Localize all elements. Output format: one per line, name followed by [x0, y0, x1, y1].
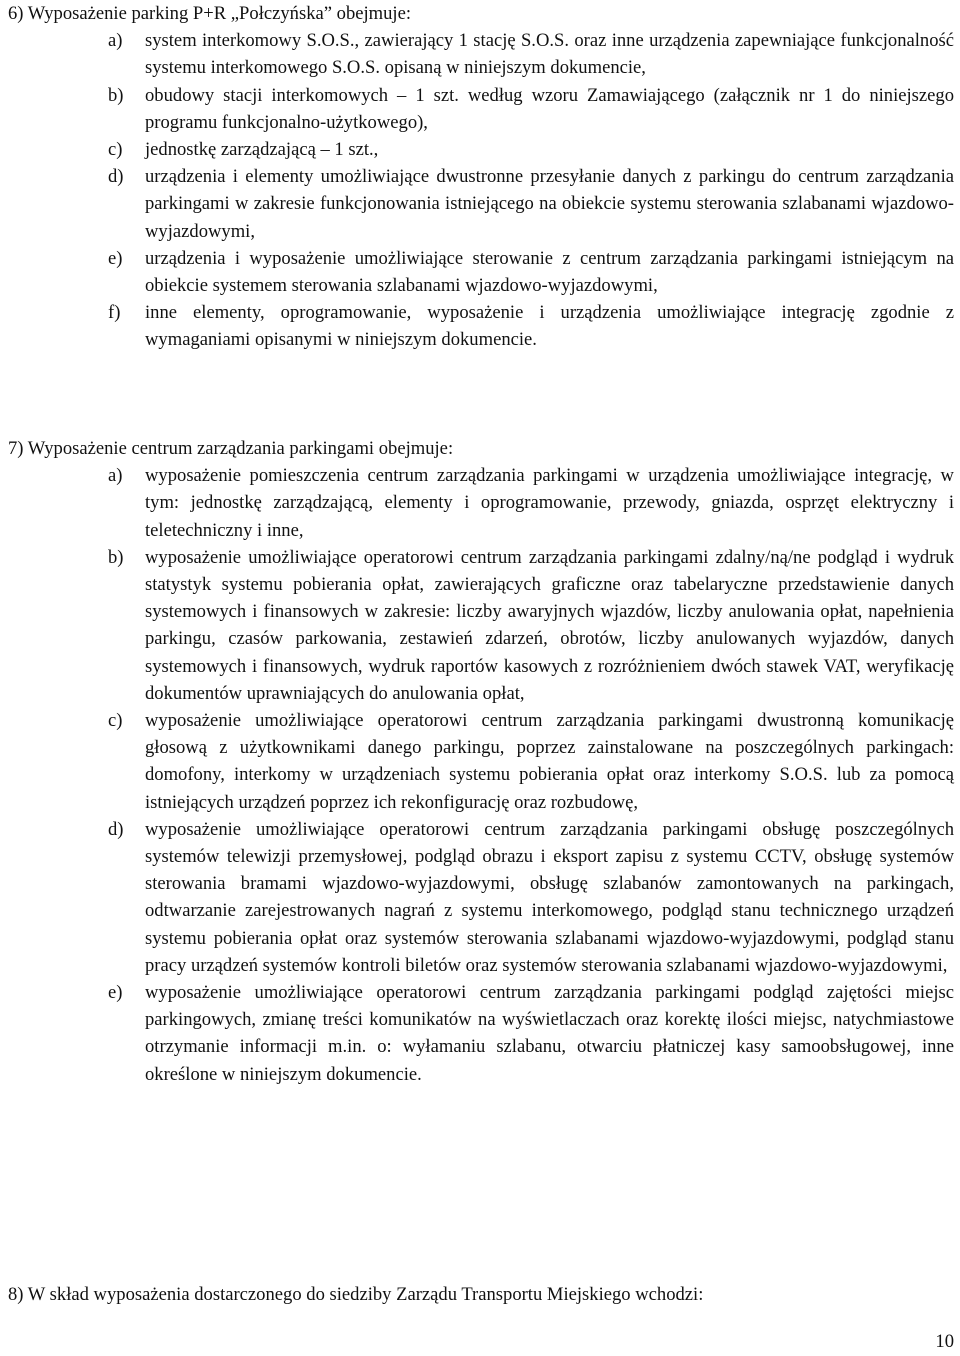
- list-item: [8, 979, 954, 1088]
- list-item-text: wyposażenie umożliwiające operatorowi centrum zarządzania parkingami obsługę poszczególnych systemów telewizji przemysłowej, podgląd obrazu i eksport zapisu z systemu CCTV, obsługę systemów sterowania bramami wjazdowo-wyjazdowymi, obsługę szlabanów zamontowanych na parkingach, odtwarzanie zarejestrowanych nagrań z systemu interkomowego, podgląd stanu technicznego urządzeń systemu pobierania opłat oraz systemów sterowania szlabanami wjazdowo-wyjazdowymi, podgląd stanu pracy urządzeń systemów kontroli biletów oraz systemów sterowania szlabanami wjazdowo-wyjazdowymi,: [145, 818, 954, 976]
- list-item-marker: b): [108, 84, 124, 106]
- list-item-text: urządzenia i elementy umożliwiające dwustronne przesyłanie danych z parkingu do centrum zarządzania parkingami w zakresie funkcjonowania istniejącego na obiekcie systemu sterowania szlabanami wjazdowo-wyjazdowymi,: [145, 166, 954, 242]
- list-item-text: obudowy stacji interkomowych – 1 szt. według wzoru Zamawiającego (załącznik nr 1 do niniejszego programu funkcjonalno-użytkowego),: [145, 84, 954, 133]
- list-item-marker: e): [108, 247, 123, 269]
- section-7-list: [8, 462, 954, 1088]
- list-item: [8, 245, 954, 299]
- list-item: [8, 27, 954, 81]
- list-item: [8, 136, 954, 163]
- section-7: [8, 435, 954, 1088]
- list-item-text: urządzenia i wyposażenie umożliwiające sterowanie z centrum zarządzania parkingami istniejącym na obiekcie systemem sterowania szlabanami wjazdowo-wyjazdowymi,: [145, 247, 954, 297]
- list-item-marker: d): [108, 818, 124, 840]
- list-item-text: wyposażenie umożliwiające operatorowi centrum zarządzania parkingami zdalny/ną/ne podgląd i wydruk statystyk systemu pobierania opłat, zawierających graficzne oraz tabelaryczne przedstawienie danych systemowych i finansowych w zakresie: liczby awaryjnych wjazdów, liczby anulowania opłat, napełnienia parkingu, czasów parkowania, zestawień zdarzeń, obrotów, liczby anulowanych wyjazdów, danych systemowych i finansowych, wydruk raportów kasowych z rozróżnieniem dwóch stawek VAT, weryfikację dokumentów uprawniających do anulowania opłat,: [145, 546, 954, 704]
- page-number: 10: [935, 1331, 954, 1352]
- list-item-marker: c): [108, 710, 123, 732]
- list-item-marker: f): [108, 302, 121, 324]
- list-item-marker: a): [108, 30, 123, 52]
- list-item-text: wyposażenie umożliwiające operatorowi centrum zarządzania parkingami podgląd zajętości miejsc parkingowych, zmianę treści komunikatów na wyświetlaczach oraz korektę ilości miejsc, natychmiastowe otrzymanie informacji m.in. o: wyłamaniu szlabanu, otwarciu płatniczej kasy samoobsługowej, inne określone w niniejszym dokumencie.: [145, 982, 954, 1085]
- section-6: [8, 0, 954, 354]
- list-item-marker: e): [108, 982, 123, 1004]
- list-item-marker: c): [108, 139, 123, 161]
- section-8-heading: 8) W skład wyposażenia dostarczonego do siedziby Zarządu Transportu Miejskiego wchodzi:: [8, 1284, 704, 1305]
- list-item: [8, 462, 954, 544]
- list-item-text: system interkomowy S.O.S., zawierający 1 stację S.O.S. oraz inne urządzenia zapewniające funkcjonalność systemu interkomowego S.O.S. opisaną w niniejszym dokumencie,: [145, 30, 954, 79]
- list-item-marker: a): [108, 465, 123, 487]
- list-item-marker: d): [108, 166, 124, 188]
- section-8: [8, 1281, 954, 1308]
- list-item-text: wyposażenie pomieszczenia centrum zarządzania parkingami w urządzenia umożliwiające integrację, w tym: jednostkę zarządzającą, elementy i oprogramowanie, przewody, gniazda, osprzęt elektryczny i teletechniczny i inne,: [145, 465, 954, 541]
- list-item: [8, 163, 954, 245]
- list-item: [8, 544, 954, 707]
- list-item: [8, 299, 954, 353]
- list-item: [8, 82, 954, 136]
- section-6-list: [8, 27, 954, 353]
- list-item: [8, 707, 954, 816]
- section-6-heading: 6) Wyposażenie parking P+R „Połczyńska” obejmuje:: [8, 3, 412, 24]
- list-item-text: wyposażenie umożliwiające operatorowi centrum zarządzania parkingami dwustronną komunikację głosową z użytkownikami danego parkingu, poprzez zainstalowane na poszczególnych parkingach: domofony, interkomy w urządzeniach systemu pobierania opłat oraz interkomy S.O.S. lub za pomocą istniejących urządzeń poprzez ich rekonfigurację oraz rozbudowę,: [145, 710, 954, 813]
- list-item-text: jednostkę zarządzającą – 1 szt.,: [145, 139, 379, 161]
- list-item-text: inne elementy, oprogramowanie, wyposażenie i urządzenia umożliwiające integrację zgodnie z wymaganiami opisanymi w niniejszym dokumencie.: [145, 302, 954, 351]
- list-item-marker: b): [108, 546, 124, 568]
- list-item: [8, 816, 954, 979]
- section-7-heading: 7) Wyposażenie centrum zarządzania parkingami obejmuje:: [8, 438, 454, 459]
